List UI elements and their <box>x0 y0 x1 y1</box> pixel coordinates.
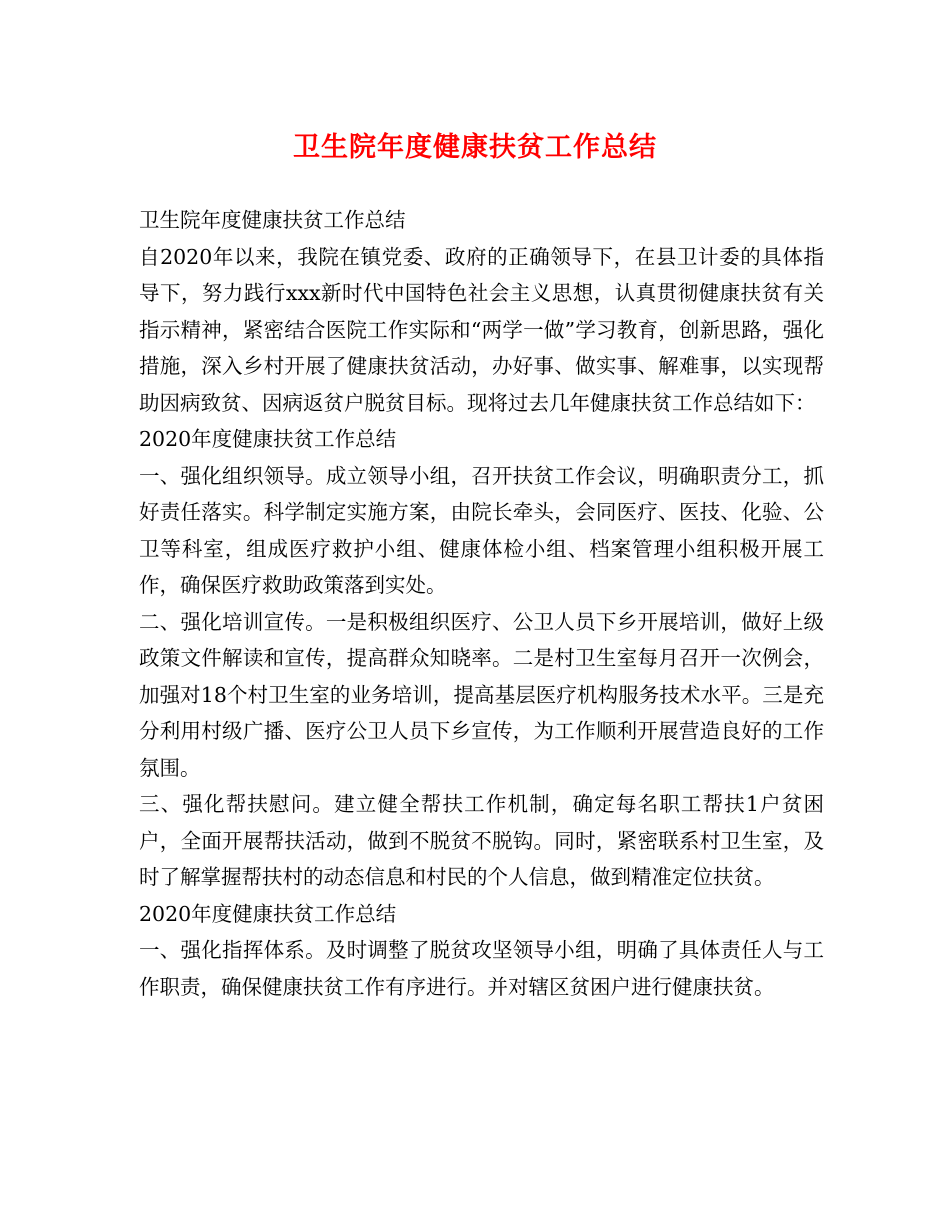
body-paragraph: 一、强化指挥体系。及时调整了脱贫攻坚领导小组，明确了具体责任人与工作职责，确保健康扶贫工作有序进行。并对辖区贫困户进行健康扶贫。 <box>139 938 824 999</box>
section-heading: 2020年度健康扶贫工作总结 <box>139 427 397 451</box>
intro-paragraph: 自2020年以来，我院在镇党委、政府的正确领导下，在县卫计委的具体指导下，努力践行xxx新时代中国特色社会主义思想，认真贯彻健康扶贫有关指示精神，紧密结合医院工作实际和“两学一做”学习教育，创新思路，强化措施，深入乡村开展了健康扶贫活动，办好事、做实事、解难事，以实现帮助因病致贫、因病返贫户脱贫目标。现将过去几年健康扶贫工作总结如下： <box>139 244 824 415</box>
document-body <box>139 202 824 1005</box>
body-paragraph: 三、强化帮扶慰问。建立健全帮扶工作机制，确定每名职工帮扶1户贫困户，全面开展帮扶活动，做到不脱贫不脱钩。同时，紧密联系村卫生室，及时了解掌握帮扶村的动态信息和村民的个人信息，做到精准定位扶贫。 <box>139 792 824 889</box>
document-title: 卫生院年度健康扶贫工作总结 <box>293 132 657 163</box>
body-paragraph: 二、强化培训宣传。一是积极组织医疗、公卫人员下乡开展培训，做好上级政策文件解读和宣传，提高群众知晓率。二是村卫生室每月召开一次例会，加强对18个村卫生室的业务培训，提高基层医疗机构服务技术水平。三是充分利用村级广播、医疗公卫人员下乡宣传，为工作顺利开展营造良好的工作氛围。 <box>139 609 824 780</box>
subtitle-paragraph: 卫生院年度健康扶贫工作总结 <box>139 208 406 232</box>
section-heading: 2020年度健康扶贫工作总结 <box>139 901 397 926</box>
body-paragraph: 一、强化组织领导。成立领导小组，召开扶贫工作会议，明确职责分工，抓好责任落实。科学制定实施方案，由院长牵头，会同医疗、医技、化验、公卫等科室，组成医疗救护小组、健康体检小组、档案管理小组积极开展工作，确保医疗救助政策落到实处。 <box>139 463 824 597</box>
